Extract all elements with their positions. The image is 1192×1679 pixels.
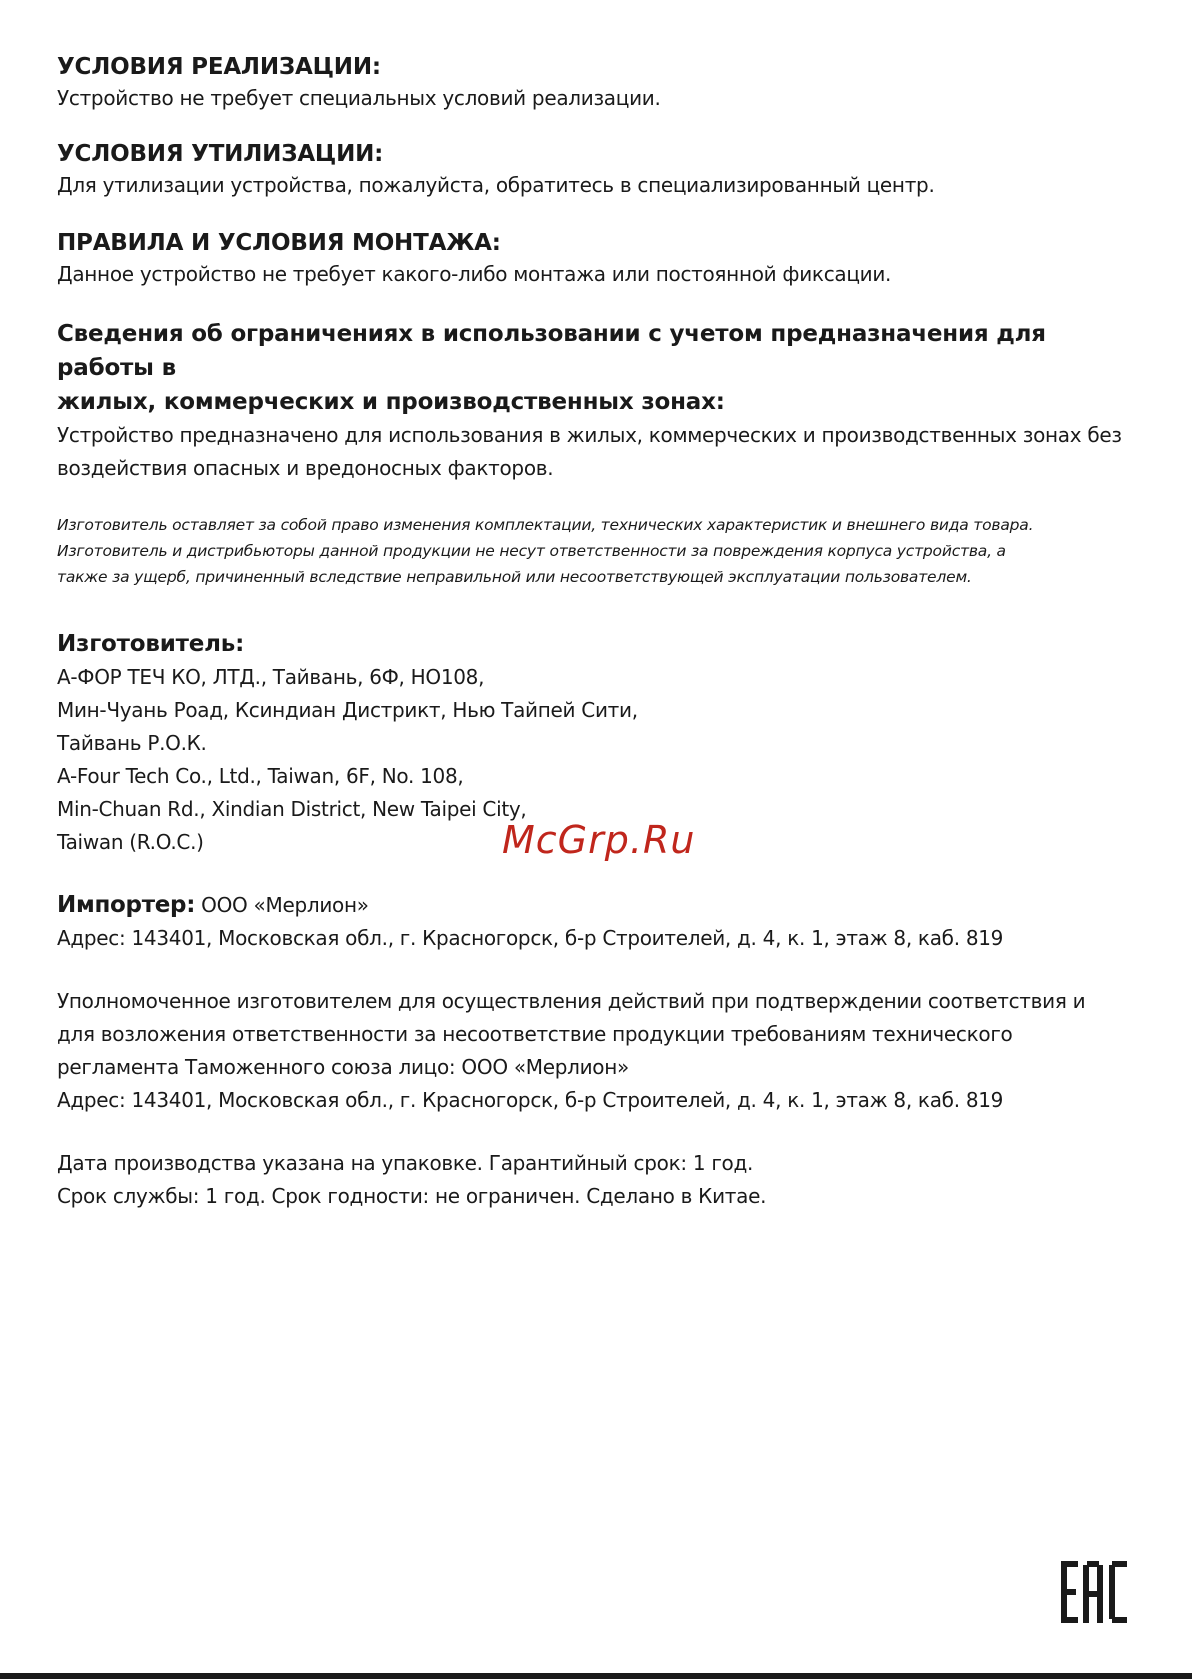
- dates-line1: Дата производства указана на упаковке. Гарантийный срок: 1 год.: [57, 1151, 754, 1175]
- importer-section: [57, 889, 1137, 955]
- dates-section: [57, 1147, 1137, 1213]
- restrictions-text-line2: воздействия опасных и вредоносных факторов.: [57, 456, 554, 480]
- watermark: McGrp.Ru: [502, 818, 696, 862]
- eac-mark-icon: [1061, 1561, 1127, 1623]
- realization-section: [57, 52, 1137, 115]
- disclaimer: [57, 512, 1137, 590]
- manufacturer-line: A-Four Tech Co., Ltd., Taiwan, 6F, No. 108,: [57, 764, 464, 788]
- disclaimer-line3: также за ущерб, причиненный вследствие неправильной или несоответствующей эксплуатации пользователем.: [57, 568, 972, 586]
- importer-name: ООО «Мерлион»: [195, 893, 369, 917]
- restrictions-section: [57, 317, 1137, 485]
- disclaimer-line2: Изготовитель и дистрибьюторы данной продукции не несут ответственности за повреждения корпуса устройства, а: [57, 542, 1006, 560]
- authorized-line2: для возложения ответственности за несоответствие продукции требованиям технического: [57, 1022, 1013, 1046]
- realization-text: Устройство не требует специальных условий реализации.: [57, 86, 661, 110]
- realization-title: УСЛОВИЯ РЕАЛИЗАЦИИ:: [57, 54, 381, 80]
- disclaimer-line1: Изготовитель оставляет за собой право изменения комплектации, технических характеристик и внешнего вида товара.: [57, 516, 1034, 534]
- manufacturer-line: Taiwan (R.O.C.): [57, 830, 204, 854]
- importer-title: Импортер:: [57, 892, 196, 918]
- importer-heading: [57, 889, 1137, 922]
- restrictions-text-line1: Устройство предназначено для использования в жилых, коммерческих и производственных зонах без: [57, 423, 1122, 447]
- disposal-title: УСЛОВИЯ УТИЛИЗАЦИИ:: [57, 141, 384, 167]
- manufacturer-line: Мин-Чуань Роад, Ксиндиан Дистрикт, Нью Тайпей Сити,: [57, 698, 638, 722]
- disposal-section: [57, 139, 1137, 202]
- authorized-line1: Уполномоченное изготовителем для осуществления действий при подтверждении соответствия и: [57, 989, 1086, 1013]
- manufacturer-line: Min-Chuan Rd., Xindian District, New Taipei City,: [57, 797, 527, 821]
- mounting-title: ПРАВИЛА И УСЛОВИЯ МОНТАЖА:: [57, 230, 501, 256]
- manufacturer-line: Тайвань Р.О.К.: [57, 731, 207, 755]
- mounting-section: [57, 228, 1137, 291]
- authorized-line3: регламента Таможенного союза лицо: ООО «Мерлион»: [57, 1055, 629, 1079]
- restrictions-title-line1: Сведения об ограничениях в использовании с учетом предназначения для работы в: [57, 321, 1046, 381]
- manufacturer-title: Изготовитель:: [57, 631, 245, 657]
- manufacturer-line: А-ФОР ТЕЧ КО, ЛТД., Тайвань, 6Ф, НО108,: [57, 665, 485, 689]
- bottom-rule: [0, 1673, 1192, 1679]
- document-page: [57, 52, 1137, 1213]
- dates-line2: Срок службы: 1 год. Срок годности: не ограничен. Сделано в Китае.: [57, 1184, 767, 1208]
- authorized-address: Адрес: 143401, Московская обл., г. Красногорск, б-р Строителей, д. 4, к. 1, этаж 8, каб. 819: [57, 1088, 1004, 1112]
- authorized-section: [57, 985, 1137, 1117]
- mounting-text: Данное устройство не требует какого-либо монтажа или постоянной фиксации.: [57, 262, 892, 286]
- importer-address: Адрес: 143401, Московская обл., г. Красногорск, б-р Строителей, д. 4, к. 1, этаж 8, каб. 819: [57, 926, 1004, 950]
- disposal-text: Для утилизации устройства, пожалуйста, обратитесь в специализированный центр.: [57, 173, 935, 197]
- restrictions-title-line2: жилых, коммерческих и производственных зонах:: [57, 389, 725, 415]
